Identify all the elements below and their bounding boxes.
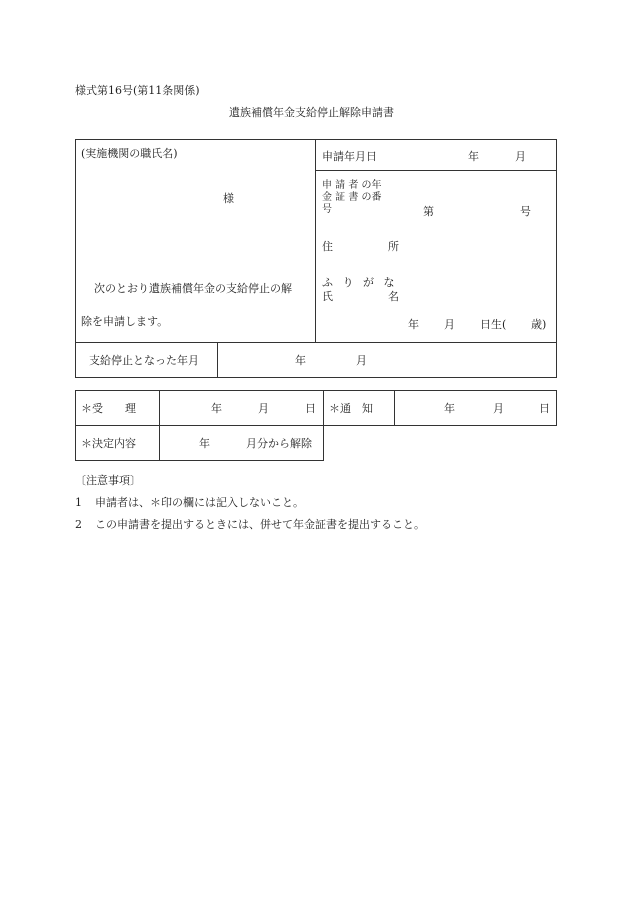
decision-label: ＊決定内容 <box>81 437 136 450</box>
address-label-1: 住 <box>322 240 333 253</box>
application-date-year: 年 <box>468 150 479 163</box>
notice-day: 日 <box>539 402 550 415</box>
suspension-month: 月 <box>356 354 367 367</box>
name-label-2: 名 <box>388 290 399 303</box>
pension-cert-label-line3: 号 <box>322 204 332 215</box>
note-2-number: 2 <box>75 518 82 531</box>
age-suffix: 歳) <box>531 318 547 331</box>
document-title: 遺族補償年金支給停止解除申請書 <box>229 106 394 119</box>
notice-label: ＊通 知 <box>329 402 373 415</box>
notes-heading: 〔注意事項〕 <box>75 474 141 487</box>
note-1-number: 1 <box>75 496 82 509</box>
application-date-month: 月 <box>515 150 526 163</box>
furigana-label: ふ り が な <box>322 276 395 289</box>
request-text-line1: 次のとおり遺族補償年金の支給停止の解 <box>94 282 292 295</box>
received-label: ＊受 理 <box>81 402 136 415</box>
received-year: 年 <box>211 402 222 415</box>
pension-cert-label <box>322 180 382 216</box>
pension-cert-label-line1: 申 請 者 の年 <box>322 180 382 191</box>
pension-cert-label-line2: 金 証 書 の番 <box>322 192 382 203</box>
suspension-label: 支給停止となった年月 <box>89 354 199 367</box>
cert-go: 号 <box>520 205 531 218</box>
decision-year: 年 <box>199 437 210 450</box>
birth-year: 年 <box>408 318 419 331</box>
received-day: 日 <box>305 402 316 415</box>
form-number: 様式第16号(第11条関係) <box>75 84 200 97</box>
note-2-text: この申請書を提出するときには、併せて年金証書を提出すること。 <box>95 518 425 531</box>
request-text-line2: 除を申請します。 <box>81 315 169 328</box>
received-month: 月 <box>258 402 269 415</box>
notice-year: 年 <box>444 402 455 415</box>
notice-month: 月 <box>493 402 504 415</box>
name-label-1: 氏 <box>322 290 333 303</box>
birth-day-born: 日生( <box>480 318 507 331</box>
note-1-text: 申請者は、＊印の欄には記入しないこと。 <box>95 496 304 509</box>
suspension-year: 年 <box>295 354 306 367</box>
application-date-label: 申請年月日 <box>322 150 377 163</box>
cert-dai: 第 <box>423 205 434 218</box>
address-label-2: 所 <box>388 240 399 253</box>
decision-month-text: 月分から解除 <box>246 437 312 450</box>
institution-label: (実施機関の職氏名) <box>81 147 178 160</box>
birth-month: 月 <box>444 318 455 331</box>
honorific-sama: 様 <box>223 192 234 205</box>
